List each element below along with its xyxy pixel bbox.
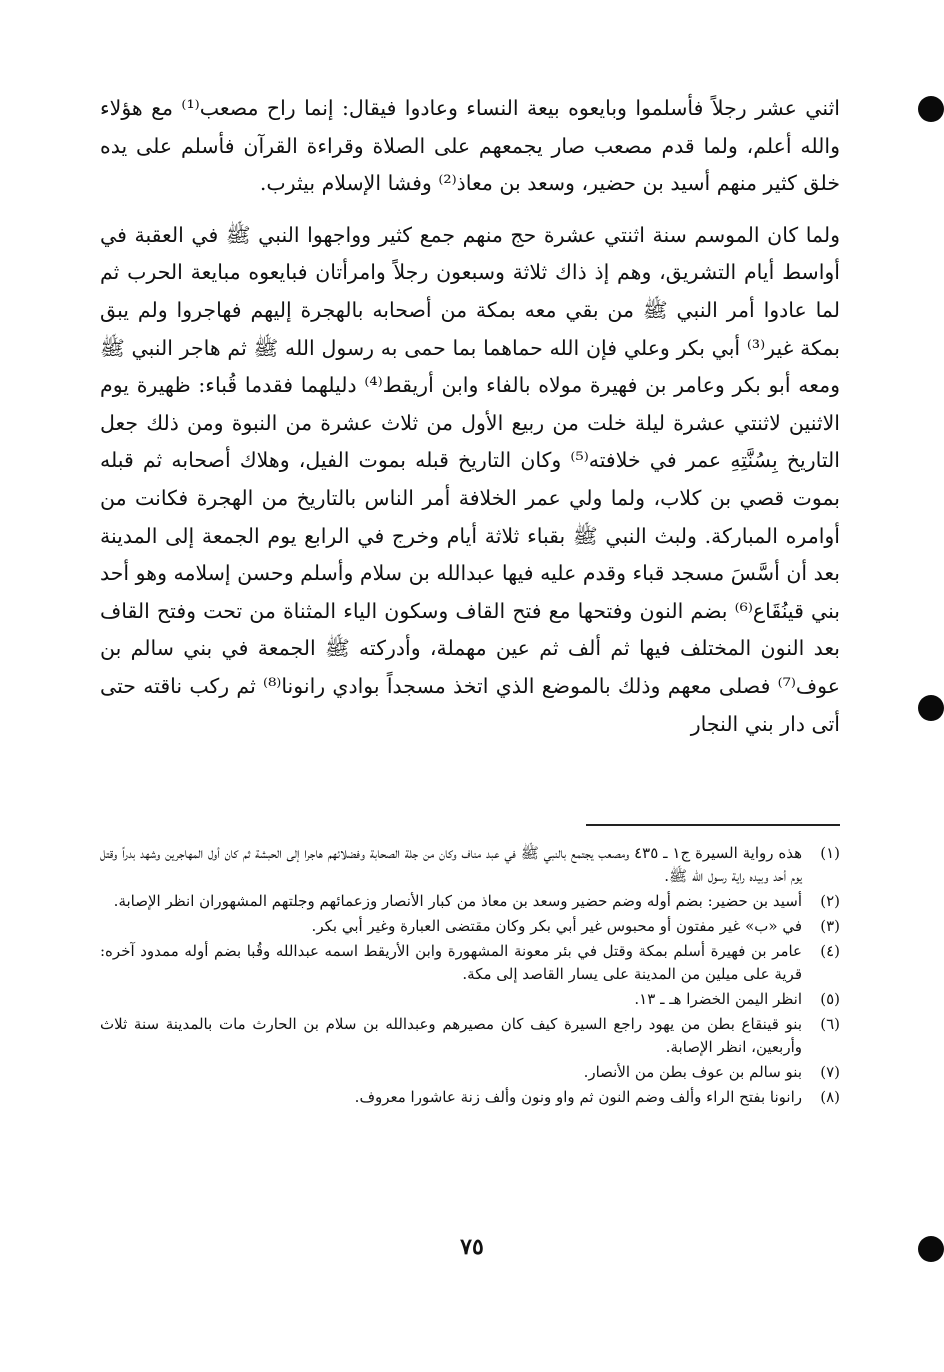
footnote-number: (١) — [820, 844, 840, 862]
footnote-number: (٢) — [820, 892, 840, 910]
paragraph-2: ولما كان الموسم سنة اثنتي عشرة حج منهم جمع كثير وواجهوا النبي ﷺ في العقبة في أواسط أيام التشريق، وهم إذ ذاك ثلاثة وسبعون رجلاً وامرأتان فبايعوه مبايعة الحرب ثم لما عادوا أمر النبي ﷺ من بقي معه بمكة من أصحابه بالهجرة إليهم فهاجروا ولم يبق بمكة غير⁽³⁾ أبي بكر وعلي فإن الله حماهما بما حمى به رسول الله ﷺ ثم هاجر النبي ﷺ ومعه أبو بكر وعامر بن فهيرة مولاه بالفاء وابن أريقط⁽⁴⁾ دليلهما فقدما قُباء: ظهيرة يوم الاثنين لاثنتي عشرة ليلة خلت من ربيع الأول من ثلاث عشرة من النبوة ومن ذلك جعل التاريخ بِسُنَّتِهِ عمر في خلافته⁽⁵⁾ وكان التاريخ قبله بموت الفيل، وهلاك أصحابه ثم قبله بموت قصي بن كلاب، ولما ولي عمر الخلافة أمر الناس بالتاريخ من الهجرة فكانت من أوامره المباركة. ولبث النبي ﷺ بقباء ثلاثة أيام وخرج في الرابع يوم الجمعة إلى المدينة بعد أن أسَّسَ مسجد قباء وقدم عليه فيها عبدالله بن سلام وأسلم وحسن إسلامه وهو أحد بني قينُقَاع⁽⁶⁾ بضم النون وفتحها مع فتح القاف وسكون الياء المثناة من تحت وفتح القاف بعد النون المختلف فيها ثم ألف ثم عين مهملة، وأدركته ﷺ الجمعة في بني سالم بن عوف⁽⁷⁾ فصلى معهم وذلك بالموضع الذي اتخذ مسجداً بوادي رانونا⁽⁸⁾ ثم ركب ناقته حتى أتى دار بني النجار — [100, 222, 841, 736]
footnote-text: انظر اليمن الخضرا هـ ـ ١٣. — [634, 990, 802, 1008]
footnote-number: (٥) — [820, 990, 840, 1008]
binding-hole-top — [918, 96, 944, 122]
footnote-8 — [100, 1086, 840, 1109]
footnote-text: أسيد بن حضير: بضم أوله وضم حضير وسعد بن معاذ من كبار الأنصار وزعمائهم وجلتهم المشهوران انظر الإصابة. — [113, 892, 802, 910]
footnote-number: (٨) — [820, 1088, 840, 1106]
footnote-1 — [100, 842, 840, 888]
footnotes — [100, 842, 840, 1111]
footnote-text: بنو قينقاع بطن من يهود راجع السيرة كيف كان مصيرهم وعبدالله بن سلام بن الحارث مات بالمدينة سنة ثلاث وأربعين، انظر الإصابة. — [100, 1015, 802, 1056]
main-text — [100, 90, 840, 743]
paragraph-1: اثني عشر رجلاً فأسلموا وبايعوه بيعة النساء وعادوا فيقال: إنما راح مصعب⁽¹⁾ مع هؤلاء والله أعلم، ولما قدم مصعب صار يجمعهم على الصلاة وقراءة القرآن فأسلم على يده خلق كثير منهم أسيد بن حضير، وسعد بن معاذ⁽²⁾ وفشا الإسلام بيثرب. — [100, 96, 840, 196]
footnote-7 — [100, 1061, 840, 1084]
footnote-text: عامر بن فهيرة أسلم بمكة وقتل في بئر معونة المشهورة وابن الأريقط اسمه عبدالله وقُبا بضم أوله ممدود آخره: قرية على ميلين من المدينة على يسار القاصد إلى مكة. — [100, 942, 802, 983]
footnote-2 — [100, 890, 840, 913]
footnote-separator — [586, 824, 840, 826]
footnote-text: هذه رواية السيرة ج١ ـ ٤٣٥ ومصعب يجتمع بالنبي ﷺ في عبد مناف وكان من جلة الصحابة وفضلائهم هاجرا إلى الحبشة ثم كان أول المهاجرين وشهد بدراً وقتل يوم أحد وبيده راية رسول الله ﷺ. — [100, 844, 802, 885]
footnote-5 — [100, 988, 840, 1011]
footnote-text: رانونا بفتح الراء وألف وضم النون ثم واو ونون وألف زنة عاشورا معروف. — [354, 1088, 802, 1106]
footnote-number: (٦) — [820, 1015, 840, 1033]
footnote-3 — [100, 915, 840, 938]
footnote-text: في «ب» غير مفتون أو محبوس غير أبي بكر وكان مقتضى العبارة وغير أبي بكر. — [311, 917, 802, 935]
binding-hole-bottom — [918, 1236, 944, 1262]
footnote-number: (٤) — [820, 942, 840, 960]
footnote-4 — [100, 940, 840, 986]
footnote-number: (٣) — [820, 917, 840, 935]
binding-hole-middle — [918, 695, 944, 721]
footnote-6 — [100, 1013, 840, 1059]
footnote-number: (٧) — [820, 1063, 840, 1081]
footnote-text: بنو سالم بن عوف بطن من الأنصار. — [583, 1063, 802, 1081]
page-number: ٧٥ — [460, 1234, 484, 1260]
